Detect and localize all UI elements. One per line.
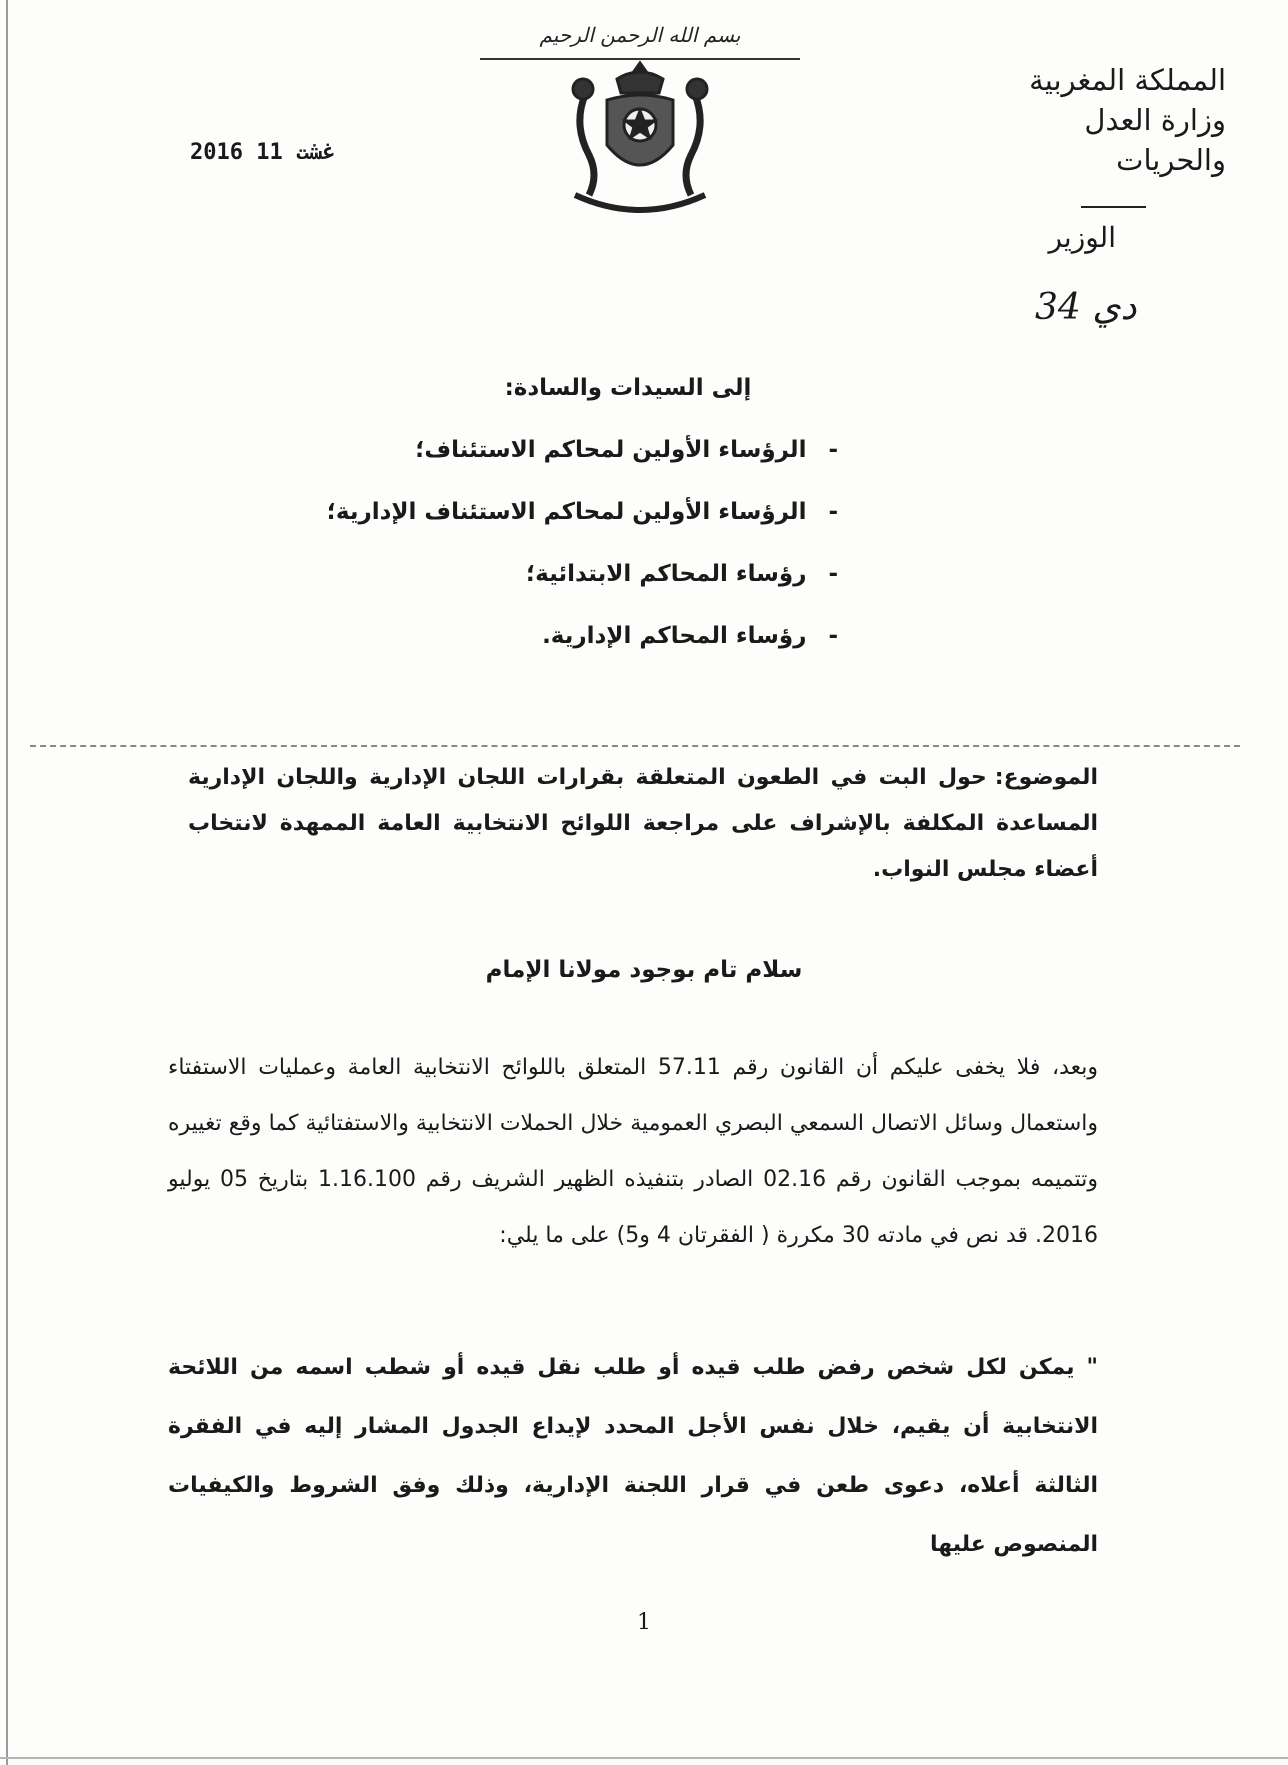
ministry-header bbox=[966, 60, 1226, 256]
body-paragraph bbox=[168, 1040, 1098, 1264]
header-divider bbox=[1081, 206, 1146, 208]
section-divider bbox=[30, 745, 1240, 747]
quoted-article: " يمكن لكل شخص رفض طلب قيده أو طلب نقل قيده أو شطب اسمه من اللائحة الانتخابية أن يقيم، خلال نفس الأجل المحدد لإيداع الجدول المشار إليه في الفقرة الثالثة أعلاه، دعوى طعن في قرار اللجنة الإدارية، وذلك وفق الشروط والكيفيات المنصوص عليها bbox=[168, 1355, 1098, 1557]
recipients-heading: إلى السيدات والسادة: bbox=[504, 375, 752, 401]
greeting: سلام تام بوجود مولانا الإمام bbox=[485, 957, 803, 983]
kingdom-name: المملكة المغربية bbox=[1029, 63, 1226, 97]
subject-text: حول البت في الطعون المتعلقة بقرارات اللجان الإدارية واللجان الإدارية المساعدة المكلفة بالإشراف على مراجعة اللوائح الانتخابية العامة الممهدة لانتخاب أعضاء مجلس النواب. bbox=[188, 765, 1098, 882]
list-item: -رؤساء المحاكم الابتدائية؛ bbox=[525, 561, 838, 587]
list-item: -الرؤساء الأولين لمحاكم الاستئناف الإدارية؛ bbox=[326, 499, 838, 525]
recipients-block bbox=[326, 375, 838, 667]
basmala: بسم الله الرحمن الرحيم bbox=[480, 18, 800, 60]
royal-coat-of-arms-icon bbox=[555, 55, 725, 220]
scan-edge-left bbox=[6, 0, 8, 1765]
office-name: الوزير bbox=[1048, 221, 1116, 254]
paragraph-text: وبعد، فلا يخفى عليكم أن القانون رقم 57.11 المتعلق باللوائح الانتخابية العامة وعمليات الاستفتاء واستعمال وسائل الاتصال السمعي البصري العمومية خلال الحملات الانتخابية والاستفتائية كما وقع تغييره وتتميمه بموجب القانون رقم 02.16 الصادر بتنفيذه الظهير الشريف رقم 1.16.100 بتاريخ 05 يوليو 2016. قد نص في مادته 30 مكررة ( الفقرتان 4 و5) على ما يلي: bbox=[168, 1055, 1098, 1248]
subject-block bbox=[188, 755, 1098, 893]
scan-edge-bottom bbox=[0, 1757, 1288, 1759]
recipients-list bbox=[326, 419, 838, 667]
subject-label: الموضوع: bbox=[994, 765, 1098, 790]
list-item: -رؤساء المحاكم الإدارية. bbox=[542, 623, 838, 649]
letter-date: 2016 غشت 11 bbox=[190, 140, 336, 165]
ministry-name: وزارة العدل والحريات bbox=[1084, 103, 1226, 177]
list-item: -الرؤساء الأولين لمحاكم الاستئناف؛ bbox=[415, 437, 838, 463]
reference-number: 34 دي bbox=[1035, 287, 1137, 328]
page-number: 1 bbox=[637, 1610, 651, 1635]
